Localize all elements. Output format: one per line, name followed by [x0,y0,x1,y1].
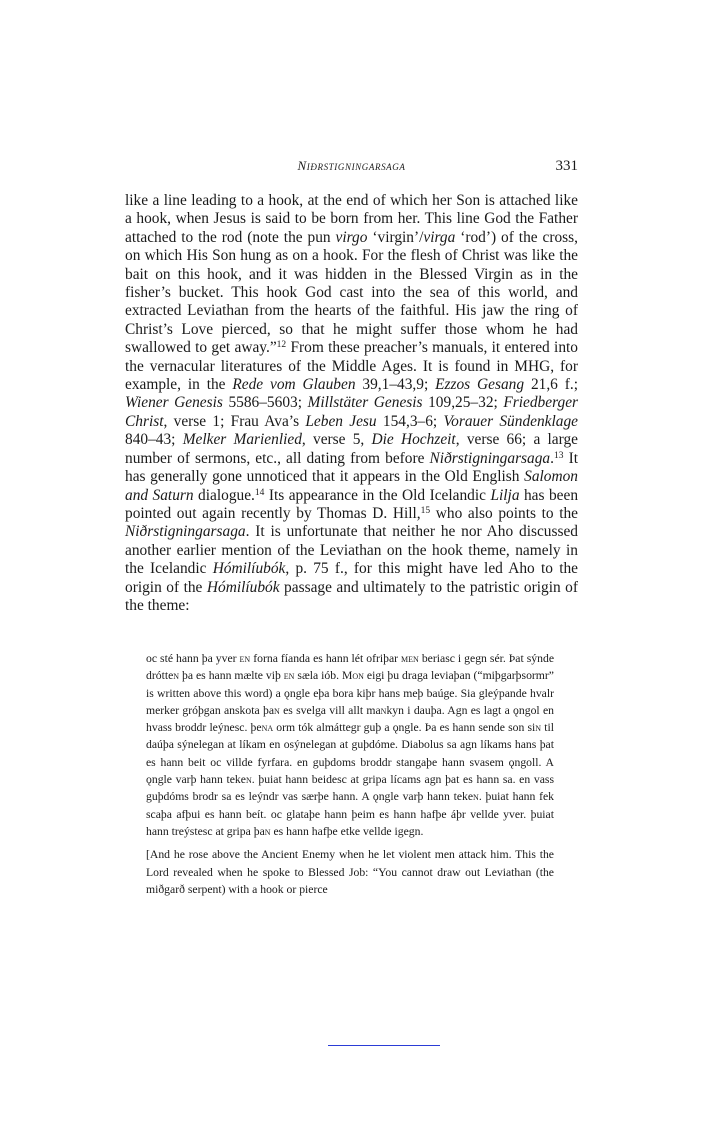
work-title: Millstäter Genesis [307,394,423,412]
bottom-rule [328,1045,440,1046]
work-title: Die Hochzeit [371,431,456,449]
quote-text: kyn i dauþa. Agn es lagt a ǫngol en hvass broddr leýnesc. þe [146,703,555,735]
quote-small-caps: n [473,790,479,804]
footnote-marker: 15 [420,505,431,516]
body-italic: virgo [335,228,368,246]
quote-text: eigi þu draga leviaþan (“miþgarþsormr” is written above this word) a ǫngle eþa bora kiþr hans meþ baúge. Sia gleýpande hvalr merker gróþgan anskota þa [146,669,554,717]
running-head [125,158,578,178]
quote-small-caps: n [380,703,387,717]
quote-text: beriasc i gegn sér. Þat sýnde drótte [146,652,555,683]
work-title: Niðrstigningarsaga [125,523,246,541]
quote-small-caps: n [264,824,271,838]
quote-small-caps: en [283,669,295,683]
body-text: 5586–5603; [222,394,308,412]
body-text: dialogue. [193,486,255,504]
body-text: has been pointed out again recently by Thomas D. Hill, [125,486,579,522]
translation-text: [And he rose above the Ancient Enemy when he let violent men attack him. This the Lord revealed when he spoke to Blessed Job: “You cannot draw out Leviathan (the miðgarð serpent) with a hook or pierce [146,848,554,896]
body-text: passage and ultimately to the patristic origin of the theme: [125,578,578,614]
quote-small-caps: n [173,669,180,683]
body-text: , p. 75 f., for this might have led Aho to the origin of the [125,560,579,596]
body-text: 154,3–6; [376,412,444,430]
work-title: Niðrstigningarsaga [429,449,551,467]
body-text: , verse 5, [301,431,372,449]
old-icelandic-quotation [146,650,554,898]
body-text: who also points to the [430,504,579,522]
footnote-marker: 13 [554,450,564,461]
body-text: , verse 66; a large number of sermons, etc., all dating from before [125,431,579,467]
body-text: 109,25–32; [422,394,504,412]
quote-text: oc sté hann þa yver [146,652,240,665]
body-text: ‘rod’) of the cross, on which His Son hung as on a hook. For the flesh of Christ was like the bait on this hook, and it was hidden in the Blessed Virgin as in the fisher’s bucket. This hook God cast into the sea of this world, and extracted Leviathan from the hearts of the faithful. His jaw the ring of Christ’s Love pierced, so that he might suffer those whom he had swallowed to get away.” [125,228,578,357]
quote-small-caps: na [261,721,274,735]
body-text: . It is unfortunate that neither he nor Aho discussed another earlier mention of the Leviathan on the hook theme, namely in the Icelandic [125,523,578,578]
quote-small-caps: en [239,652,251,665]
body-italic: virga [423,228,456,246]
quote-text: sæla iób. [294,669,342,683]
footnote-marker: 14 [254,487,265,498]
quote-small-caps: men [401,652,419,665]
quotation-text [146,650,554,840]
work-title: Lilja [490,486,520,504]
quote-small-caps: n [245,773,252,787]
footnote-marker: 12 [276,340,287,351]
work-title: Ezzos Gesang [435,376,525,394]
quote-small-caps: n [274,703,280,717]
body-text: 21,6 f.; [524,376,578,394]
body-text: ‘virgin’/ [367,228,424,246]
work-title: Rede vom Glauben [232,376,356,394]
work-title: Salomon and Saturn [125,468,578,504]
work-title: Wiener Genesis [125,394,223,412]
running-title: Niðrstigningarsaga [297,158,406,173]
body-text: like a line leading to a hook, at the end of which her Son is attached like a hook, when Jesus is said to be born from her. This line God the Father attached to the rod (note the pun [125,192,578,246]
quote-small-caps: Mon [341,669,364,683]
body-text: , verse 1; Frau Ava’s [163,412,306,430]
work-title: Melker Marienlied [182,431,302,449]
work-title: Hómilíubók [212,560,286,578]
quote-small-caps: n [535,721,542,735]
quote-text: til daúþa sýnelegan at líkam en osýnelegan at guþdóme. Diabolus sa agn líkams hans þat es hann beit oc villde fyrfara. en guþdoms broddr stangaþe hann svasem ǫngoll. A ǫngle varþ hann teke [146,721,554,787]
quote-text: . þuiat hann beidesc at gripa lícams agn þat es hann sa. en vass guþdóms brodr sa es leýndr vas særþe hann. A ǫngle varþ hann teke [146,773,555,804]
body-text: 840–43; [125,431,183,449]
body-text: It has generally gone unnoticed that it appears in the Old English [125,449,579,486]
quote-text: orm tók almáttegr guþ a ǫngle. Þa es hann sende son si [273,721,536,735]
body-text: . [550,449,554,467]
body-text: From these preacher’s manuals, it entered into the vernacular literatures of the Middle Ages. It is found in MHG, for example, in the [125,339,578,394]
quote-text: es hann hafþe etke vellde igegn. [270,824,424,838]
work-title: Hómilíubók [206,578,280,596]
quote-text: . þuiat hann fek scaþa afþui es hann beít. oc glataþe hann þeim es hann hafþe áþr vellde yver. þuiat hann treýstesc at gripa þa [146,790,555,838]
quote-text: es svelga vill allt ma [279,703,381,717]
quote-text: forna fíanda es hann lét ofriþar [250,652,402,665]
body-text: 39,1–43,9; [355,376,436,394]
quote-text: þa es hann mælte viþ [179,669,284,683]
body-text: Its appearance in the Old Icelandic [264,486,491,504]
work-title: Friedberger Christ [125,394,579,430]
page-number: 331 [555,158,578,174]
work-title: Leben Jesu [305,412,377,430]
work-title: Vorauer Sündenklage [443,412,578,430]
body-paragraph [125,192,578,615]
